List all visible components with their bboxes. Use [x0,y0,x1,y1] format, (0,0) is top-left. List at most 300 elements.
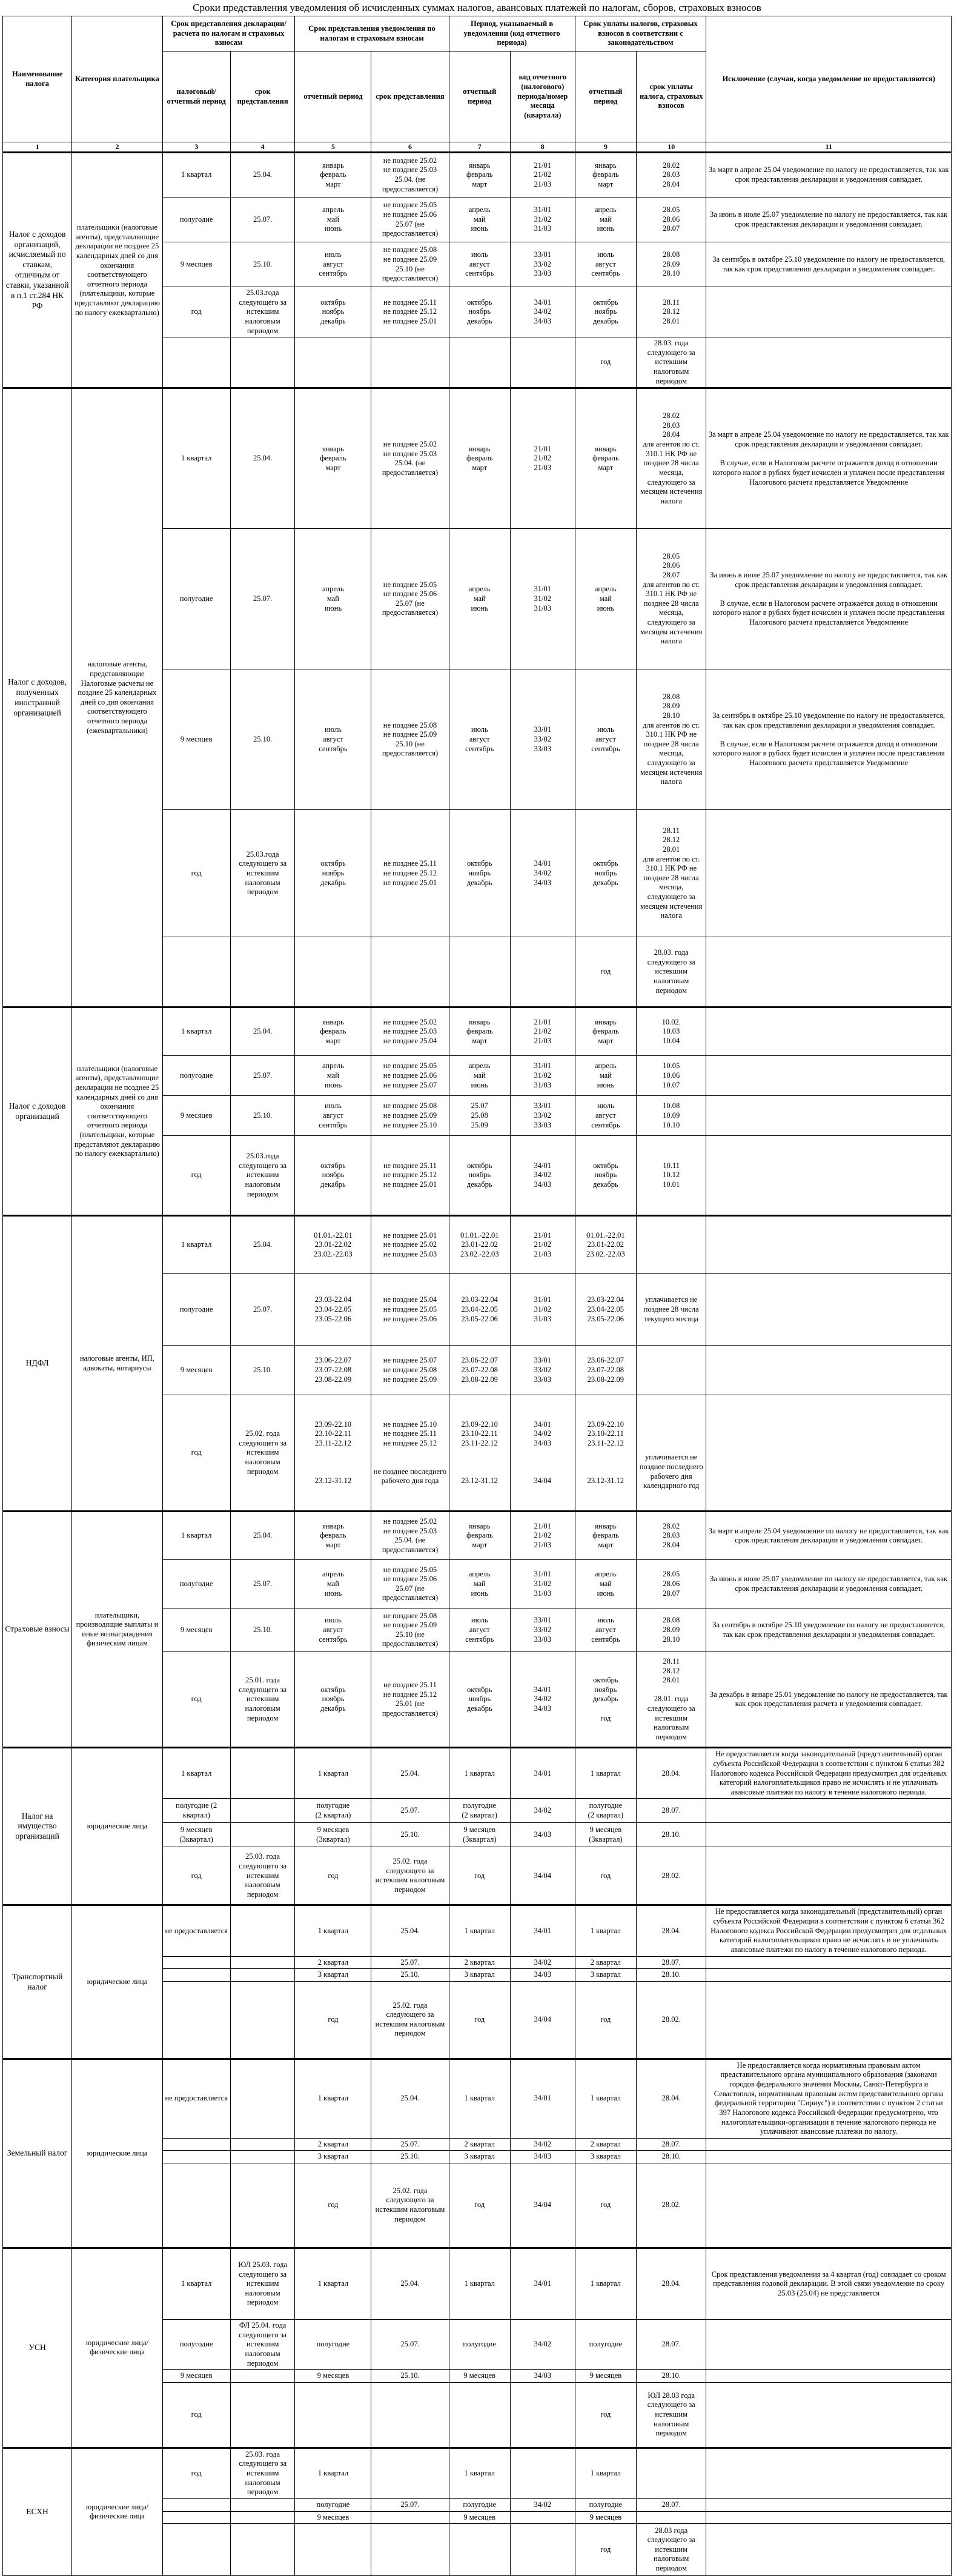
notification-date-cell: не позднее 25.08 не позднее 25.09 25.10 (не предоставляется) [371,242,449,287]
notification-date-cell: 25.07. [371,2320,449,2370]
payment-period-cell: 01.01.-22.01 23.01-22.02 23.02.-22.03 [575,1216,636,1274]
payment-period-cell: год [575,2163,636,2248]
table-row [3,2248,952,2320]
tax-name-cell: Налог с доходов организаций [3,1007,72,1216]
report-period-cell: апрель май июнь [449,1560,510,1608]
declaration-date-cell [230,1969,295,1982]
period-code-cell: 34/02 [510,2498,575,2511]
tax-period-cell: 1 квартал [162,388,230,529]
period-code-cell: 31/01 31/02 31/03 [510,1274,575,1346]
declaration-date-cell: 25.03. года следующего за истекшим налоговым периодом [230,2448,295,2498]
notification-period-cell: октябрь ноябрь декабрь [295,1652,371,1748]
tax-period-cell [162,337,230,388]
payment-date-cell: 28.10. [637,1823,706,1847]
declaration-date-cell [230,1748,295,1799]
period-code-cell: 34/04 [510,1847,575,1905]
exception-note-cell [706,2320,952,2370]
payment-date-cell: 28.10. [637,2151,706,2163]
declaration-date-cell [230,2151,295,2163]
exception-note-cell: Не предоставляется когда законодательный (представительный) орган субъекта Российской Федерации в соответствии с пунктом 6 статьи 362 Налогового кодекса Российской Федерации предусмотрел для отдельных категорий налогоплательщиков право не исчислять и не уплачивать авансовые платежи по налогу в течение налогового периода. [706,1905,952,1956]
notification-period-cell: полугодие [295,2320,371,2370]
declaration-date-cell [230,2370,295,2383]
report-period-cell: июль август сентябрь [449,242,510,287]
notification-period-cell: апрель май июнь [295,198,371,242]
period-code-cell: 34/02 [510,1956,575,1969]
notification-period-cell [295,2382,371,2448]
payment-period-cell: год [575,337,636,388]
payment-date-cell: 28.07. [637,2138,706,2151]
exception-note-cell: За декабрь в январе 25.01 уведомление по налогу не предоставляется, так как срок представления расчета и уведомления совпадает. [706,1652,952,1748]
exception-note-cell [706,937,952,1007]
column-number: 1 [3,142,72,153]
declaration-date-cell: 25.03.года следующего за истекшим налоговым периодом [230,810,295,937]
payer-category-cell: юридические лица/ физические лица [72,2248,162,2448]
payment-period-cell: 2 квартал [575,1956,636,1969]
period-code-cell [510,937,575,1007]
tax-period-cell: полугодие [162,1056,230,1096]
declaration-date-cell [230,1981,295,2059]
notification-date-cell: не позднее 25.02 не позднее 25.03 25.04. (не предоставляется) [371,1512,449,1560]
report-period-cell: январь февраль март [449,1007,510,1056]
period-code-cell: 34/01 34/02 34/03 [510,1136,575,1216]
payment-period-cell: 1 квартал [575,2059,636,2138]
notification-period-cell: январь февраль март [295,388,371,529]
declaration-date-cell: 25.10. [230,1608,295,1652]
period-code-cell: 34/01 [510,2248,575,2320]
notification-date-cell: 25.04. [371,1905,449,1956]
notification-date-cell [371,337,449,388]
payment-date-cell: 28.10. [637,2370,706,2383]
declaration-date-cell: 25.03. года следующего за истекшим налоговым периодом [230,1847,295,1905]
tax-period-cell: год [162,2382,230,2448]
notification-date-cell: 25.10. [371,2370,449,2383]
notification-period-cell: полугодие (2 квартал) [295,1799,371,1823]
tax-name-cell: Налог на имущество организаций [3,1748,72,1905]
period-code-cell: 31/01 31/02 31/03 [510,1560,575,1608]
notification-date-cell: 25.04. [371,1748,449,1799]
declaration-date-cell [230,337,295,388]
payment-period-cell: год [575,2382,636,2448]
exception-note-cell [706,1096,952,1136]
exception-note-cell [706,2138,952,2151]
notification-period-cell: июль август сентябрь [295,1608,371,1652]
report-period-cell: 23.06-22.07 23.07-22.08 23.08-22.09 [449,1346,510,1395]
payment-period-cell: 9 месяцев (3квартал) [575,1823,636,1847]
tax-period-cell: год [162,1652,230,1748]
tax-name-cell: УСН [3,2248,72,2448]
notification-date-cell: 25.10. [371,1969,449,1982]
tax-period-cell [162,2151,230,2163]
header-report-period: отчетный период [575,51,636,142]
tax-period-cell: полугодие [162,1274,230,1346]
tax-period-cell: полугодие (2 квартал) [162,1799,230,1823]
notification-date-cell: 25.07. [371,2138,449,2151]
payment-period-cell: октябрь ноябрь декабрь [575,810,636,937]
exception-note-cell [706,810,952,937]
payment-date-cell: 28.02. [637,1981,706,2059]
report-period-cell [449,2524,510,2576]
notification-date-cell: не позднее 25.05 не позднее 25.06 не позднее 25.07 [371,1056,449,1096]
payment-date-cell: 28.05 28.06 28.07 для агентов по ст. 310.1 НК РФ не позднее 28 числа месяца, следующего за месяцем истечения налога [637,529,706,669]
column-number: 2 [72,142,162,153]
period-code-cell: 34/02 [510,1799,575,1823]
tax-name-cell: Налог с доходов организаций, исчисляемый по ставкам, отличным от ставки, указанной в п.1 ст.284 НК РФ [3,153,72,388]
period-code-cell: 34/02 [510,2138,575,2151]
table-row [3,2448,952,2498]
declaration-date-cell: ЮЛ 25.03. года следующего за истекшим налоговым периодом [230,2248,295,2320]
tax-deadlines-table [2,16,952,2576]
table-row [3,1748,952,1799]
payment-date-cell: 10.02. 10.03 10.04 [637,1007,706,1056]
period-code-cell: 21/01 21/02 21/03 [510,1007,575,1056]
payment-date-cell: 28.03. года следующего за истекшим налоговым периодом [637,337,706,388]
tax-period-cell [162,937,230,1007]
report-period-cell: 2 квартал [449,1956,510,1969]
tax-period-cell: 9 месяцев [162,242,230,287]
table-row [3,1007,952,1056]
declaration-date-cell: 25.02. года следующего за истекшим налоговым периодом [230,1395,295,1512]
payer-category-cell: налоговые агенты, ИП, адвокаты, нотариусы [72,1216,162,1512]
payment-date-cell: 28.02. [637,1847,706,1905]
tax-period-cell [162,1956,230,1969]
notification-date-cell: 25.07. [371,1799,449,1823]
notification-date-cell: не позднее 25.11 не позднее 25.12 не позднее 25.01 [371,1136,449,1216]
tax-period-cell: 1 квартал [162,1748,230,1799]
report-period-cell: 3 квартал [449,2151,510,2163]
notification-date-cell: не позднее 25.05 не позднее 25.06 25.07 (не предоставляется) [371,1560,449,1608]
declaration-date-cell: 25.07. [230,198,295,242]
payment-date-cell: 10.08 10.09 10.10 [637,1096,706,1136]
notification-period-cell [295,2524,371,2576]
exception-note-cell [706,337,952,388]
declaration-date-cell [230,2059,295,2138]
tax-period-cell [162,2498,230,2511]
header-tax-name: Наименование налога [3,16,72,142]
payment-period-cell: 1 квартал [575,1748,636,1799]
notification-date-cell: не позднее 25.04 не позднее 25.05 не позднее 25.06 [371,1274,449,1346]
payer-category-cell: плательщики (налоговые агенты), представляющие декларации не позднее 25 календарных дней со дня окончания соответствующего отчетного периода (плательщики, которые представляют декларацию по налогу ежеквартально) [72,153,162,388]
payment-date-cell: 28.11 28.12 28.01 для агентов по ст. 310.1 НК РФ не позднее 28 числа месяца, следующего за месяцем истечения налога [637,810,706,937]
tax-period-cell [162,1969,230,1982]
period-code-cell: 33/01 33/02 33/03 [510,1608,575,1652]
notification-period-cell: год [295,1847,371,1905]
notification-period-cell: 1 квартал [295,2448,371,2498]
tax-period-cell: год [162,1395,230,1512]
payment-date-cell: 28.04. [637,2059,706,2138]
notification-date-cell: 25.04. [371,2059,449,2138]
notification-period-cell: год [295,2163,371,2248]
exception-note-cell [706,1346,952,1395]
tax-period-cell: 1 квартал [162,1216,230,1274]
header-declaration-deadline: Срок представления декларации/расчета по налогам и страховых взносам [162,16,295,51]
report-period-cell: июль август сентябрь [449,669,510,810]
report-period-cell: 1 квартал [449,2448,510,2498]
period-code-cell: 34/03 [510,2370,575,2383]
report-period-cell: январь февраль март [449,1512,510,1560]
notification-period-cell: 9 месяцев [295,2370,371,2383]
period-code-cell [510,337,575,388]
header-notification-period: Период, указываемый в уведомлении (код отчетного периода) [449,16,575,51]
period-code-cell [510,2382,575,2448]
period-code-cell: 31/01 31/02 31/03 [510,1056,575,1096]
notification-period-cell: апрель май июнь [295,1560,371,1608]
payer-category-cell: юридические лица [72,1905,162,2059]
exception-note-cell: Срок представления уведомления за 4 квартал (год) совпадает со сроком представления годовой декларации. В этой связи уведомление по сроку 25.03 (25.04) не представляется [706,2248,952,2320]
tax-name-cell: НДФЛ [3,1216,72,1512]
payment-date-cell: 28.04. [637,2248,706,2320]
report-period-cell: полугодие [449,2498,510,2511]
period-code-cell: 34/01 [510,1748,575,1799]
payment-period-cell: 9 месяцев [575,2511,636,2524]
report-period-cell: апрель май июнь [449,1056,510,1096]
header-payment-date: срок уплаты налога, страховых взносов [637,51,706,142]
payment-date-cell: 28.05 28.06 28.07 [637,198,706,242]
header-report-period: отчетный период [295,51,371,142]
exception-note-cell [706,1981,952,2059]
declaration-date-cell [230,1799,295,1823]
period-code-cell: 34/01 34/02 34/03 [510,810,575,937]
notification-period-cell: 1 квартал [295,2059,371,2138]
declaration-date-cell: 25.01. года следующего за истекшим налоговым периодом [230,1652,295,1748]
report-period-cell [449,337,510,388]
payment-date-cell: 28.08 28.09 28.10 [637,1608,706,1652]
notification-period-cell: 01.01.-22.01 23.01-22.02 23.02.-22.03 [295,1216,371,1274]
payment-period-cell: апрель май июнь [575,1056,636,1096]
column-number: 4 [230,142,295,153]
declaration-date-cell: 25.03.года следующего за истекшим налоговым периодом [230,1136,295,1216]
tax-period-cell: 9 месяцев (3квартал) [162,1823,230,1847]
exception-note-cell [706,1847,952,1905]
period-code-cell: 21/01 21/02 21/03 [510,153,575,198]
exception-note-cell [706,1969,952,1982]
notification-date-cell [371,937,449,1007]
period-code-cell [510,2524,575,2576]
header-report-period: отчетный период [449,51,510,142]
notification-date-cell: 25.07. [371,1956,449,1969]
payer-category-cell: юридические лица [72,2059,162,2248]
tax-period-cell [162,2138,230,2151]
declaration-date-cell [230,1905,295,1956]
tax-period-cell: год [162,1847,230,1905]
period-code-cell: 33/01 33/02 33/03 [510,1096,575,1136]
notification-period-cell: 3 квартал [295,2151,371,2163]
header-exceptions: Исключение (случаи, когда уведомление не предоставляются) [706,16,952,142]
notification-date-cell: 25.04. [371,2248,449,2320]
column-number: 6 [371,142,449,153]
report-period-cell: год [449,1981,510,2059]
payment-period-cell: 1 квартал [575,2248,636,2320]
exception-note-cell [706,1395,952,1512]
notification-date-cell: не позднее 25.11 не позднее 25.12 не позднее 25.01 [371,287,449,337]
report-period-cell: полугодие (2 квартал) [449,1799,510,1823]
payment-period-cell: апрель май июнь [575,1560,636,1608]
period-code-cell: 21/01 21/02 21/03 [510,388,575,529]
payment-period-cell: 1 квартал [575,1905,636,1956]
exception-note-cell [706,287,952,337]
notification-period-cell: июль август сентябрь [295,1096,371,1136]
report-period-cell: год [449,1847,510,1905]
period-code-cell: 31/01 31/02 31/03 [510,529,575,669]
header-period-code: код отчетного (налогового) периода/номер месяца (квартала) [510,51,575,142]
period-code-cell: 34/02 [510,2320,575,2370]
report-period-cell: 9 месяцев [449,2370,510,2383]
header-notification-date: срок представления [371,51,449,142]
declaration-date-cell: 25.04. [230,1007,295,1056]
payment-date-cell: 28.05 28.06 28.07 [637,1560,706,1608]
declaration-date-cell: 25.10. [230,242,295,287]
declaration-date-cell [230,2163,295,2248]
payment-period-cell: 2 квартал [575,2138,636,2151]
payer-category-cell: юридические лица/ физические лица [72,2448,162,2575]
tax-period-cell: не предоставляется [162,2059,230,2138]
tax-period-cell: 9 месяцев [162,1096,230,1136]
declaration-date-cell: 25.07. [230,1056,295,1096]
period-code-cell [510,2511,575,2524]
notification-date-cell: не позднее 25.01 не позднее 25.02 не позднее 25.03 [371,1216,449,1274]
declaration-date-cell [230,1823,295,1847]
payment-date-cell: 28.04. [637,1748,706,1799]
notification-date-cell [371,2511,449,2524]
payment-period-cell: апрель май июнь [575,529,636,669]
payment-period-cell: полугодие (2 квартал) [575,1799,636,1823]
period-code-cell: 34/03 [510,1969,575,1982]
table-row [3,2059,952,2138]
tax-period-cell: 1 квартал [162,153,230,198]
tax-period-cell: полугодие [162,198,230,242]
report-period-cell: 1 квартал [449,1905,510,1956]
exception-note-cell: За сентябрь в октябре 25.10 уведомление по налогу не предоставляется, так как срок представления декларации и уведомления совпадает. [706,242,952,287]
notification-date-cell: не позднее 25.02 не позднее 25.03 25.04. (не предоставляется) [371,388,449,529]
payment-date-cell: 28.03 года следующего за истекшим налоговым периодом [637,2524,706,2576]
report-period-cell: январь февраль март [449,153,510,198]
tax-period-cell: полугодие [162,2320,230,2370]
report-period-cell: полугодие [449,2320,510,2370]
payment-period-cell: октябрь ноябрь декабрь [575,287,636,337]
payment-date-cell: 28.11 28.12 28.01 28.01. года следующего за истекшим налоговым периодом [637,1652,706,1748]
exception-note-cell [706,2511,952,2524]
notification-period-cell: 1 квартал [295,1905,371,1956]
declaration-date-cell: 25.03.года следующего за истекшим налоговым периодом [230,287,295,337]
notification-period-cell: 23.03-22.04 23.04-22.05 23.05-22.06 [295,1274,371,1346]
exception-note-cell [706,1799,952,1823]
payment-period-cell: апрель май июнь [575,198,636,242]
report-period-cell: 9 месяцев (3квартал) [449,1823,510,1847]
declaration-date-cell [230,2498,295,2511]
payment-date-cell [637,1346,706,1395]
payment-date-cell: 28.04. [637,1905,706,1956]
exception-note-cell: Не предоставляется когда нормативным правовым актом представительного органа муниципального образования (законами городов федерального значения Москвы, Санкт-Петербурга и Севастополя, нормативным правовым актом представительного органа федеральной территории "Сириус") в соответствии с пунктом 2 статьи 397 Налогового кодекса Российской Федерации предусмотрено, что налогоплательщики-организации в течение налогового периода не уплачивают авансовые платежи по налогу. [706,2059,952,2138]
payment-period-cell: январь февраль март [575,388,636,529]
report-period-cell: июль август сентябрь [449,1608,510,1652]
payment-period-cell: июль август сентябрь [575,1096,636,1136]
tax-period-cell [162,1981,230,2059]
notification-period-cell: октябрь ноябрь декабрь [295,287,371,337]
payment-period-cell: октябрь ноябрь декабрь год [575,1652,636,1748]
exception-note-cell [706,2163,952,2248]
declaration-date-cell: 25.07. [230,529,295,669]
notification-period-cell: июль август сентябрь [295,242,371,287]
payment-period-cell: июль август сентябрь [575,1608,636,1652]
notification-period-cell: октябрь ноябрь декабрь [295,1136,371,1216]
header-notification-deadline: Срок представления уведомления по налогам и страховым взносам [295,16,449,51]
notification-period-cell [295,937,371,1007]
notification-date-cell: не позднее 25.05 не позднее 25.06 25.07 (не предоставляется) [371,198,449,242]
payment-period-cell: июль август сентябрь [575,669,636,810]
notification-date-cell [371,2524,449,2576]
payment-period-cell: 23.06-22.07 23.07-22.08 23.08-22.09 [575,1346,636,1395]
period-code-cell [510,2448,575,2498]
report-period-cell: 01.01.-22.01 23.01-22.02 23.02.-22.03 [449,1216,510,1274]
payment-period-cell: январь февраль март [575,153,636,198]
notification-date-cell: не позднее 25.11 не позднее 25.12 не позднее 25.01 [371,810,449,937]
notification-date-cell: не позднее 25.02 не позднее 25.03 25.04. (не предоставляется) [371,153,449,198]
report-period-cell: 9 месяцев [449,2511,510,2524]
payment-date-cell: 28.10. [637,1969,706,1982]
table-row [3,153,952,198]
period-code-cell: 21/01 21/02 21/03 [510,1216,575,1274]
declaration-date-cell [230,2511,295,2524]
payment-period-cell: январь февраль март [575,1007,636,1056]
notification-period-cell: полугодие [295,2498,371,2511]
notification-date-cell: не позднее 25.08 не позднее 25.09 не позднее 25.10 [371,1096,449,1136]
payment-date-cell: 10.05 10.06 10.07 [637,1056,706,1096]
header-submission-date: срок представления [230,51,295,142]
notification-period-cell: 23.09-22.10 23.10-22.11 23.11-22.12 23.12-31.12 [295,1395,371,1512]
payment-date-cell: 28.07. [637,2320,706,2370]
exception-note-cell: За июнь в июле 25.07 уведомление по налогу не предоставляется, так как срок представления декларации и уведомления совпадает. [706,1560,952,1608]
period-code-cell: 21/01 21/02 21/03 [510,1512,575,1560]
period-code-cell: 34/03 [510,2151,575,2163]
exception-note-cell: За сентябрь в октябре 25.10 уведомление по налогу не предоставляется, так как срок представления декларации и уведомления совпадает. [706,1608,952,1652]
report-period-cell: апрель май июнь [449,529,510,669]
notification-date-cell: не позднее 25.07 не позднее 25.08 не позднее 25.09 [371,1346,449,1395]
declaration-date-cell: 25.04. [230,153,295,198]
exception-note-cell: За март в апреле 25.04 уведомление по налогу не предоставляется, так как срок представления декларации и уведомления совпадает. [706,1512,952,1560]
tax-period-cell: 9 месяцев [162,2370,230,2383]
report-period-cell [449,937,510,1007]
report-period-cell [449,2382,510,2448]
report-period-cell: октябрь ноябрь декабрь [449,810,510,937]
exception-note-cell [706,2382,952,2448]
notification-period-cell: 2 квартал [295,1956,371,1969]
declaration-date-cell: 25.10. [230,1096,295,1136]
notification-period-cell: январь февраль март [295,153,371,198]
payment-date-cell: 28.02 28.03 28.04 [637,1512,706,1560]
notification-date-cell: не позднее 25.02 не позднее 25.03 не позднее 25.04 [371,1007,449,1056]
tax-period-cell [162,2524,230,2576]
exception-note-cell: За июнь в июле 25.07 уведомление по налогу не предоставляется, так как срок представления декларации и уведомления совпадает. В случае, если в Налоговом расчете отражается доход в отношении которого налог в рублях будет исчислен и уплачен после представления Налогового расчета представляется Уведомление [706,529,952,669]
payment-date-cell: 28.08 28.09 28.10 [637,242,706,287]
notification-period-cell: июль август сентябрь [295,669,371,810]
notification-period-cell: 1 квартал [295,2248,371,2320]
payment-date-cell: 10.11 10.12 10.01 [637,1136,706,1216]
notification-date-cell [371,2382,449,2448]
exception-note-cell [706,1956,952,1969]
period-code-cell: 33/01 33/02 33/03 [510,242,575,287]
report-period-cell: апрель май июнь [449,198,510,242]
column-numbers-row [3,142,952,153]
period-code-cell: 34/01 34/02 34/03 34/04 [510,1395,575,1512]
header-payer-category: Категория плательщика [72,16,162,142]
declaration-date-cell [230,2382,295,2448]
payment-period-cell: январь февраль март [575,1512,636,1560]
exception-note-cell [706,1136,952,1216]
payment-date-cell: ЮЛ 28.03 года следующего за истекшим налоговым периодом [637,2382,706,2448]
period-code-cell: 34/01 [510,1905,575,1956]
exception-note-cell: За сентябрь в октябре 25.10 уведомление по налогу не предоставляется, так как срок представления декларации и уведомления совпадает. В случае, если в Налоговом расчете отражается доход в отношении которого налог в рублях будет исчислен и уплачен после представления Налогового расчета представляется Уведомление [706,669,952,810]
payment-date-cell: 28.07. [637,2498,706,2511]
period-code-cell: 34/01 [510,2059,575,2138]
